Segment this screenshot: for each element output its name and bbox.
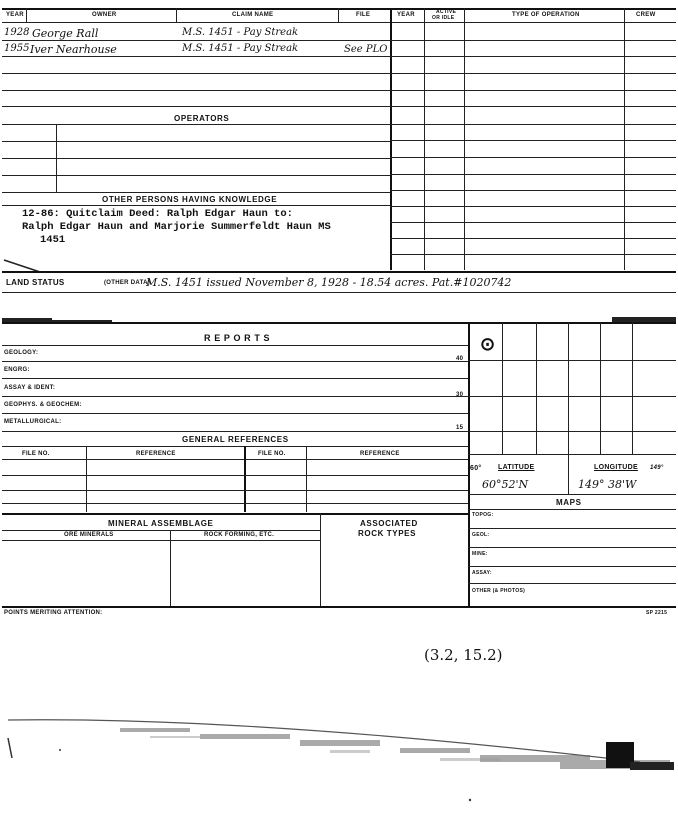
maps-label: MAPS [556, 498, 582, 507]
coordinate-annotation: (3.2, 15.2) [424, 646, 503, 664]
reports-title: R E P O R T S [204, 333, 271, 343]
circle-mark: ⊙ [480, 334, 496, 354]
header-active: ACTIVE [436, 9, 457, 15]
report-metallurgical: METALLURGICAL: [4, 419, 62, 425]
scale-40: 40 [456, 356, 464, 362]
lat-prefix: 60° [470, 465, 482, 472]
longitude-label: LONGITUDE [594, 464, 638, 471]
owner-row-2-claim: M.S. 1451 - Pay Streak [182, 43, 299, 54]
form-number: SP 2215 [646, 610, 668, 616]
header-crew: CREW [636, 12, 656, 18]
operators-label: OPERATORS [174, 114, 230, 123]
other-persons-line-2: Ralph Edgar Haun and Marjorie Summerfeldt Haun MS [22, 221, 331, 233]
header-or-idle: OR IDLE [432, 15, 455, 21]
report-geophys: GEOPHYS. & GEOCHEM: [4, 402, 82, 408]
scale-15: 15 [456, 425, 464, 431]
ref-header-file-no-1: FILE NO. [22, 451, 50, 457]
owner-row-1-owner: George Rall [32, 27, 99, 40]
owner-row-2-owner: Iver Nearhouse [30, 43, 117, 56]
ref-header-file-no-2: FILE NO. [258, 451, 286, 457]
lon-suffix: 149° [650, 465, 664, 471]
header-claim-name: CLAIM NAME [232, 12, 274, 18]
header-year-2: YEAR [397, 12, 415, 18]
rock-types-label: ROCK TYPES [358, 529, 417, 538]
header-owner: OWNER [92, 12, 117, 18]
longitude-value: 149° 38'W [578, 478, 637, 491]
map-other: OTHER (& PHOTOS) [472, 588, 526, 594]
scale-30: 30 [456, 392, 464, 398]
header-year: YEAR [6, 12, 24, 18]
report-geology: GEOLOGY: [4, 350, 39, 356]
report-engrg: ENGRG: [4, 367, 30, 373]
header-file: FILE [356, 12, 371, 18]
other-persons-label: OTHER PERSONS HAVING KNOWLEDGE [102, 195, 278, 204]
mineral-assemblage-label: MINERAL ASSEMBLAGE [108, 519, 214, 528]
map-assay: ASSAY: [472, 570, 492, 576]
points-meriting-label: POINTS MERITING ATTENTION: [4, 610, 103, 616]
other-persons-line-3: 1451 [40, 234, 66, 246]
scan-artifact [0, 700, 678, 813]
ref-header-reference-1: REFERENCE [136, 451, 176, 457]
owner-row-1-claim: M.S. 1451 - Pay Streak [182, 27, 299, 38]
associated-label: ASSOCIATED [360, 519, 418, 528]
map-geol: GEOL: [472, 532, 490, 538]
owner-row-1-year: 1928 [4, 27, 30, 38]
land-status-label: LAND STATUS [6, 278, 65, 287]
ore-minerals-label: ORE MINERALS [64, 532, 114, 538]
land-status-sub: (OTHER DATA) [104, 280, 151, 286]
report-assay: ASSAY & IDENT: [4, 385, 56, 391]
rock-forming-label: ROCK FORMING, ETC. [204, 532, 275, 538]
latitude-value: 60°52'N [482, 478, 529, 491]
other-persons-line-1: 12-86: Quitclaim Deed: Ralph Edgar Haun to: [22, 208, 293, 220]
map-topog: TOPOG: [472, 512, 494, 518]
owner-row-2-file: See PLO [344, 44, 388, 55]
owner-row-2-year: 1955 [4, 43, 30, 54]
ref-header-reference-2: REFERENCE [360, 451, 400, 457]
map-mine: MINE: [472, 551, 488, 557]
land-status-value: M.S. 1451 issued November 8, 1928 - 18.54 acres. Pat.#1020742 [146, 276, 512, 289]
general-references-label: GENERAL REFERENCES [182, 435, 289, 444]
latitude-label: LATITUDE [498, 464, 535, 471]
header-type-of-operation: TYPE OF OPERATION [512, 12, 580, 18]
